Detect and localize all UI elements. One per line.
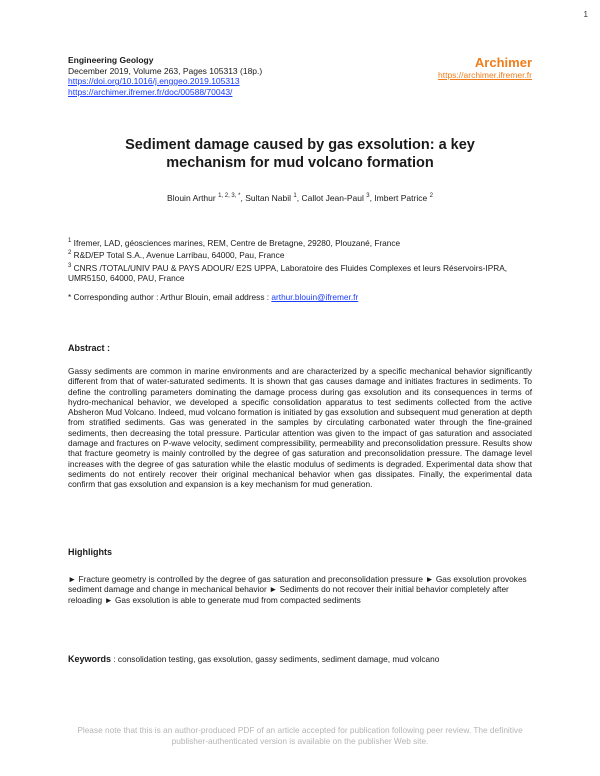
- author-name: Callot Jean-Paul: [301, 193, 364, 203]
- author-affil-sup: 1, 2, 3, *: [218, 193, 241, 200]
- author-name: Sultan Nabil: [245, 193, 292, 203]
- abstract-text: Gassy sediments are common in marine environments and are characterized by a specific mechanical behavior significantly different from that of water-saturated sediments. It is shown that gas causes damage and initiates fractures in sediments. To define the controlling parameters dominating the damage process during gas exsolution and its consequences in terms of hydro-mechanical behavior, we developed a specific consolidation apparatus to test sediments collected from the active Absheron Mud Volcano. Indeed, mud volcano formation is initiated by gas exsolution and subsequent mud generation at depth from stratified sediments. Gas was generated in the samples by circulating carbonated water through the fine-grained sediments, then decreasing the total pressure. Particular attention was given to the impact of gas saturation and associated damage and fractures on P-wave velocity, sediment compressibility, permeability and preconsolidation pressure. Results show that fracture geometry is mainly controlled by the degree of gas saturation and preconsolidation pressure. The damage level increases with the degree of gas saturation while the elastic modulus of sediments is degraded. Experimental data show that sediments do not entirely recover their original mechanical behavior when gas dissipates. Finally, the experimental data confirm that gas exsolution and expansion is a key mechanism for mud generation.: [68, 366, 532, 490]
- keywords-label: Keywords: [68, 654, 112, 664]
- archimer-brand: Archimer: [474, 55, 532, 70]
- doi-link[interactable]: https://doi.org/10.1016/j.enggeo.2019.105313: [68, 76, 240, 86]
- journal-info: [68, 55, 262, 97]
- corresponding-author: * Corresponding author : Arthur Blouin, email address : arthur.blouin@ifremer.fr: [68, 292, 359, 302]
- paper-title: [80, 136, 520, 172]
- author-name: Imbert Patrice: [374, 193, 428, 203]
- abstract-heading: Abstract :: [68, 343, 111, 353]
- keywords: [68, 654, 532, 664]
- keywords-text: : consolidation testing, gas exsolution, gassy sediments, sediment damage, mud volcano: [111, 654, 440, 664]
- archimer-link[interactable]: https://archimer.ifremer.fr: [438, 70, 532, 80]
- journal-issue: December 2019, Volume 263, Pages 105313 (18p.): [68, 65, 263, 76]
- title-line-1: Sediment damage caused by gas exsolution: a key: [125, 137, 475, 153]
- author-name: Blouin Arthur: [167, 193, 216, 203]
- archive-link[interactable]: https://archimer.ifremer.fr/doc/00588/70043/: [68, 86, 233, 97]
- affiliations: [68, 236, 538, 284]
- affiliation-item: $^1$ Ifremer, LAD, géosciences marines, REM, Centre de Bretagne, 29280, Plouzané, France: [68, 237, 401, 248]
- author-affil-sup: 2: [429, 193, 433, 200]
- highlights-heading: Highlights: [68, 547, 112, 557]
- author-affil-sup: 1: [293, 193, 297, 200]
- affiliation-item: $^2$ R&D/EP Total S.A., Avenue Larribau, 64000, Pau, France: [68, 250, 285, 261]
- page-number: 1: [583, 10, 588, 19]
- archimer-logo: [438, 55, 532, 80]
- highlights-text: ► Fracture geometry is controlled by the degree of gas saturation and preconsolidation pressure ► Gas exsolution provokes sediment damage and change in mechanical behavior ► Sediments do not recover their initial behavior completely after reloading ► Gas exsolution is able to generate mud from compacted sediments: [68, 574, 527, 605]
- publisher-note: Please note that this is an author-produced PDF of an article accepted for publication following peer review. The definitive publisher-authenticated version is available on the publisher Web site.: [77, 725, 523, 746]
- title-line-2: mechanism for mud volcano formation: [166, 155, 434, 171]
- email-link[interactable]: arthur.blouin@ifremer.fr: [271, 292, 359, 302]
- author-list: Blouin Arthur $^{1, 2, 3, *}$, Sultan Nabil $^1$, Callot Jean-Paul $^3$, Imbert Patrice $^2$: [167, 193, 433, 203]
- journal-name: Engineering Geology: [68, 55, 154, 65]
- author-affil-sup: 3: [366, 193, 370, 200]
- affiliation-item: $^3$ CNRS /TOTAL/UNIV PAU & PAYS ADOUR/ E2S UPPA, Laboratoire des Fluides Complexes et leurs Réservoirs-IPRA, UMR5150, 64000, PAU, France: [68, 262, 508, 284]
